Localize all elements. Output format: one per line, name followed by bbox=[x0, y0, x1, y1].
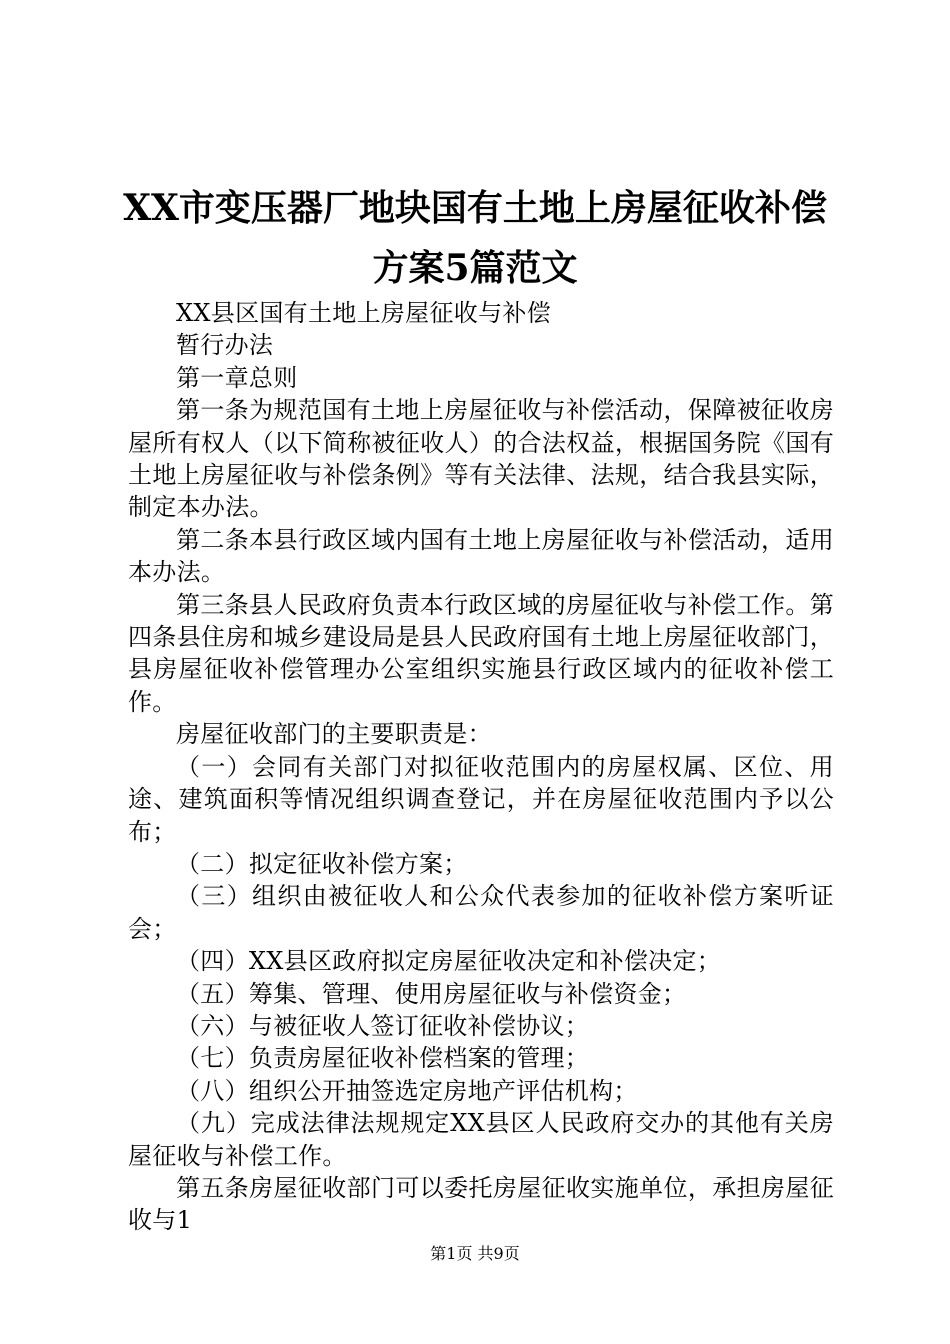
document-body bbox=[128, 297, 834, 1237]
document-title-line-2: 方案5篇范文 bbox=[372, 247, 578, 289]
paragraph: XX县区国有土地上房屋征收与补偿 bbox=[176, 299, 551, 327]
list-item: （二）拟定征收补偿方案； bbox=[176, 849, 468, 878]
list-item: （四）XX县区政府拟定房屋征收决定和补偿决定； bbox=[176, 947, 722, 976]
list-item: （六）与被征收人签订征收补偿协议； bbox=[176, 1011, 590, 1040]
list-item: （一）会同有关部门对拟征收范围内的房屋权属、区位、用途、建筑面积等情况组织调查登记，并在房屋征收范围内予以公布； bbox=[128, 752, 834, 846]
list-item: （三）组织由被征收人和公众代表参加的征收补偿方案听证会； bbox=[128, 882, 834, 943]
paragraph: 第一条为规范国有土地上房屋征收与补偿活动，保障被征收房屋所有权人（以下简称被征收人）的合法权益，根据国务院《国有土地上房屋征收与补偿条例》等有关法律、法规，结合我县实际，制定本办法。 bbox=[128, 396, 834, 522]
page-footer: 第1页 共9页 bbox=[430, 1244, 520, 1263]
paragraph: 暂行办法 bbox=[176, 331, 274, 360]
paragraph: 第二条本县行政区域内国有土地上房屋征收与补偿活动，适用本办法。 bbox=[128, 525, 834, 587]
document-title-line-1: XX市变压器厂地块国有土地上房屋征收补偿 bbox=[123, 187, 827, 229]
paragraph: 第五条房屋征收部门可以委托房屋征收实施单位，承担房屋征收与1 bbox=[128, 1173, 834, 1235]
paragraph: 房屋征收部门的主要职责是： bbox=[176, 720, 492, 749]
list-item: （七）负责房屋征收补偿档案的管理； bbox=[176, 1044, 590, 1073]
list-item: （八）组织公开抽签选定房地产评估机构； bbox=[176, 1076, 638, 1105]
chapter-heading: 第一章总则 bbox=[176, 363, 298, 392]
list-item: （九）完成法律法规规定XX县区人民政府交办的其他有关房屋征收与补偿工作。 bbox=[128, 1109, 834, 1170]
paragraph: 第三条县人民政府负责本行政区域的房屋征收与补偿工作。第四条县住房和城乡建设局是县人民政府国有土地上房屋征收部门，县房屋征收补偿管理办公室组织实施县行政区域内的征收补偿工作。 bbox=[128, 590, 834, 716]
list-item: （五）筹集、管理、使用房屋征收与补偿资金； bbox=[176, 979, 687, 1008]
